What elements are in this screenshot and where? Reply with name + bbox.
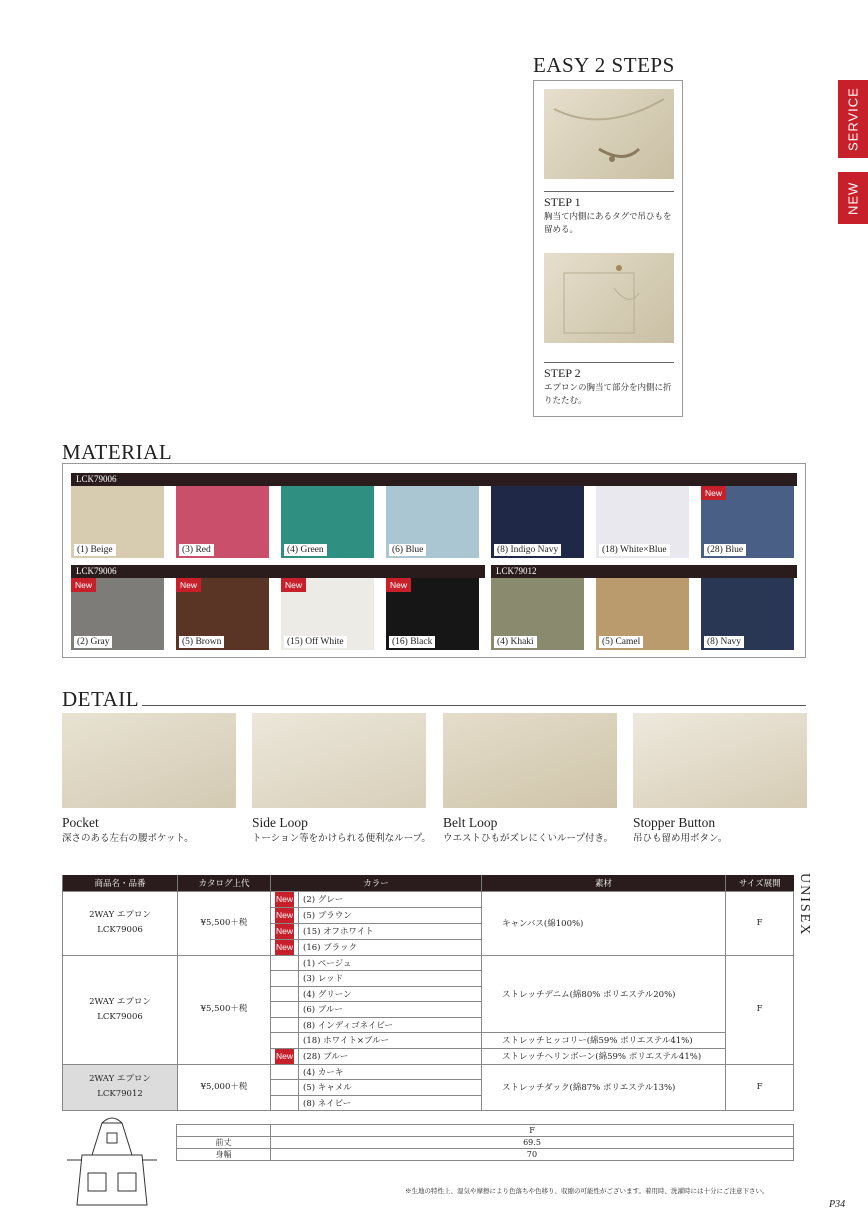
- color-cell: (6) ブルー: [299, 1002, 482, 1018]
- new-cell: [271, 1048, 299, 1064]
- swatch-label: (1) Beige: [74, 544, 116, 556]
- color-cell: (8) ネイビー: [299, 1095, 482, 1111]
- col-header: 素材: [482, 875, 726, 891]
- color-cell: (1) ベージュ: [299, 955, 482, 971]
- detail-title: Pocket: [62, 815, 99, 830]
- material-cell: ストレッチデニム(綿80% ポリエステル20%): [482, 955, 726, 1033]
- color-cell: (3) レッド: [299, 971, 482, 987]
- material-cell: キャンバス(綿100%): [482, 891, 726, 955]
- new-badge: New: [176, 578, 201, 592]
- step1-title: STEP 1: [544, 195, 581, 209]
- new-cell: [271, 1095, 299, 1111]
- fabric-swatch[interactable]: [596, 486, 689, 558]
- size-cell: F: [726, 891, 794, 955]
- material-heading: MATERIAL: [62, 440, 173, 464]
- fabric-swatch[interactable]: [281, 486, 374, 558]
- product-code-text: LCK79012: [97, 1089, 143, 1100]
- material-cell: ストレッチダック(綿87% ポリエステル13%): [482, 1064, 726, 1111]
- new-badge: New: [275, 1049, 294, 1064]
- swatch-label: (5) Brown: [179, 636, 224, 648]
- detail-title: Stopper Button: [633, 815, 716, 830]
- new-badge: New: [281, 578, 306, 592]
- fabric-swatch[interactable]: [386, 486, 479, 558]
- detail-title: Side Loop: [252, 815, 308, 830]
- fabric-swatch[interactable]: [71, 578, 164, 650]
- new-cell: [271, 923, 299, 939]
- size-cell: F: [726, 1064, 794, 1111]
- color-cell: (5) ブラウン: [299, 907, 482, 923]
- swatch-label: (2) Gray: [74, 636, 112, 648]
- new-cell: [271, 1002, 299, 1018]
- swatch-label: (8) Navy: [704, 636, 744, 648]
- material-cell: ストレッチヒッコリー(綿59% ポリエステル41%): [482, 1033, 726, 1049]
- page-number: P34: [829, 1199, 846, 1210]
- stopper-button-photo: [633, 713, 807, 808]
- new-badge: New: [701, 486, 726, 500]
- new-badge: New: [275, 924, 294, 939]
- easy-steps-box: [533, 80, 683, 417]
- fabric-swatch[interactable]: [176, 486, 269, 558]
- detail-title: Belt Loop: [443, 815, 498, 830]
- new-cell: [271, 1064, 299, 1080]
- size-label: 身幅: [177, 1149, 271, 1161]
- detail-desc: ウエストひもがズレにくいループ付き。: [443, 833, 614, 844]
- color-cell: (5) キャメル: [299, 1080, 482, 1096]
- apron-illustration: [62, 1115, 162, 1210]
- pocket-photo: [62, 713, 236, 808]
- fabric-swatch[interactable]: [176, 578, 269, 650]
- swatch-label: (8) Indigo Navy: [494, 544, 561, 556]
- new-cell: [271, 907, 299, 923]
- footnote: ※生地の特性上、湿気や摩擦により色落ちや色移り、収縮の可能性がございます。着用時、洗濯時には十分にご注意下さい。: [405, 1187, 769, 1195]
- col-header: サイズ展開: [726, 875, 794, 891]
- product-name-text: 2WAY エプロン: [89, 996, 151, 1007]
- color-cell: (15) オフホワイト: [299, 923, 482, 939]
- detail-desc: トーション等をかけられる便利なループ。: [252, 833, 431, 844]
- table-row: [63, 1064, 794, 1080]
- new-badge: New: [275, 940, 294, 955]
- product-name-text: 2WAY エプロン: [89, 910, 151, 920]
- new-cell: [271, 955, 299, 971]
- material-code-bar: LCK79006: [71, 473, 797, 486]
- color-cell: (2) グレー: [299, 891, 482, 907]
- product-name: [63, 955, 178, 1064]
- service-tab[interactable]: SERVICE: [838, 80, 868, 158]
- product-name: [63, 891, 178, 955]
- swatch-label: (3) Red: [179, 544, 214, 556]
- apron-tag-illustration: [544, 89, 674, 179]
- new-badge: New: [386, 578, 411, 592]
- fabric-swatch[interactable]: [491, 486, 584, 558]
- material-code-bar: LCK79006: [71, 565, 485, 578]
- fabric-swatch[interactable]: [491, 578, 584, 650]
- new-badge: New: [71, 578, 96, 592]
- belt-loop-photo: [443, 713, 617, 808]
- product-name: [63, 1064, 178, 1111]
- detail-heading: DETAIL: [62, 687, 140, 711]
- color-cell: (4) グリーン: [299, 986, 482, 1002]
- material-code-bar: LCK79012: [491, 565, 797, 578]
- new-cell: [271, 939, 299, 955]
- step2-title: STEP 2: [544, 366, 581, 380]
- step1-photo: [544, 89, 674, 179]
- unisex-label: UNISEX: [797, 873, 812, 937]
- swatch-label: (28) Blue: [704, 544, 746, 556]
- col-header: 商品名・品番: [63, 875, 178, 891]
- size-header: F: [271, 1125, 794, 1137]
- step2-desc: エプロンの胸当て部分を内側に折りたたむ。: [544, 383, 672, 406]
- easy-steps-heading: EASY 2 STEPS: [533, 53, 675, 77]
- swatch-label: (4) Green: [284, 544, 327, 556]
- col-header: カタログ上代: [178, 875, 271, 891]
- side-loop-photo: [252, 713, 426, 808]
- catalog-price: ¥5,000＋税: [178, 1064, 271, 1111]
- product-code-text: LCK79006: [97, 1011, 143, 1022]
- fabric-swatch[interactable]: [281, 578, 374, 650]
- fabric-swatch[interactable]: [596, 578, 689, 650]
- swatch-label: (16) Black: [389, 636, 435, 648]
- size-cell: F: [726, 955, 794, 1064]
- new-badge: New: [275, 908, 294, 923]
- color-cell: (8) インディゴネイビー: [299, 1017, 482, 1033]
- detail-desc: 吊ひも留め用ボタン。: [633, 833, 728, 844]
- fabric-swatch[interactable]: [386, 578, 479, 650]
- spec-table: [62, 875, 794, 1111]
- size-value: 70: [271, 1149, 794, 1161]
- step2-photo: [544, 253, 674, 343]
- color-cell: (18) ホワイト×ブルー: [299, 1033, 482, 1049]
- fabric-swatch[interactable]: [701, 578, 794, 650]
- swatch-label: (15) Off White: [284, 636, 347, 648]
- new-badge: New: [275, 892, 294, 907]
- size-value: 69.5: [271, 1137, 794, 1149]
- new-tab[interactable]: NEW: [838, 172, 868, 224]
- table-row: [63, 891, 794, 907]
- catalog-price: ¥5,500＋税: [178, 891, 271, 955]
- material-cell: ストレッチヘリンボーン(綿59% ポリエステル41%): [482, 1048, 726, 1064]
- new-cell: [271, 971, 299, 987]
- material-box: [62, 463, 806, 658]
- apron-fold-illustration: [544, 253, 674, 343]
- swatch-label: (5) Camel: [599, 636, 643, 648]
- size-label: 前丈: [177, 1137, 271, 1149]
- color-cell: (28) ブルー: [299, 1048, 482, 1064]
- step1-desc: 胸当て内側にあるタグで吊ひもを留める。: [544, 212, 672, 235]
- col-header: カラー: [271, 875, 482, 891]
- color-cell: (4) カーキ: [299, 1064, 482, 1080]
- color-cell: (16) ブラック: [299, 939, 482, 955]
- detail-desc: 深さのある左右の腰ポケット。: [62, 833, 194, 844]
- new-cell: [271, 1017, 299, 1033]
- product-name-text: 2WAY エプロン: [89, 1074, 151, 1085]
- fabric-swatch[interactable]: [71, 486, 164, 558]
- table-row: [63, 955, 794, 971]
- size-table: [176, 1124, 794, 1161]
- new-cell: [271, 891, 299, 907]
- catalog-price: ¥5,500＋税: [178, 955, 271, 1064]
- swatch-label: (6) Blue: [389, 544, 426, 556]
- product-code-text: LCK79006: [97, 925, 143, 935]
- new-cell: [271, 1033, 299, 1049]
- swatch-label: (18) White×Blue: [599, 544, 670, 556]
- new-cell: [271, 986, 299, 1002]
- swatch-label: (4) Khaki: [494, 636, 537, 648]
- new-cell: [271, 1080, 299, 1096]
- fabric-swatch[interactable]: [701, 486, 794, 558]
